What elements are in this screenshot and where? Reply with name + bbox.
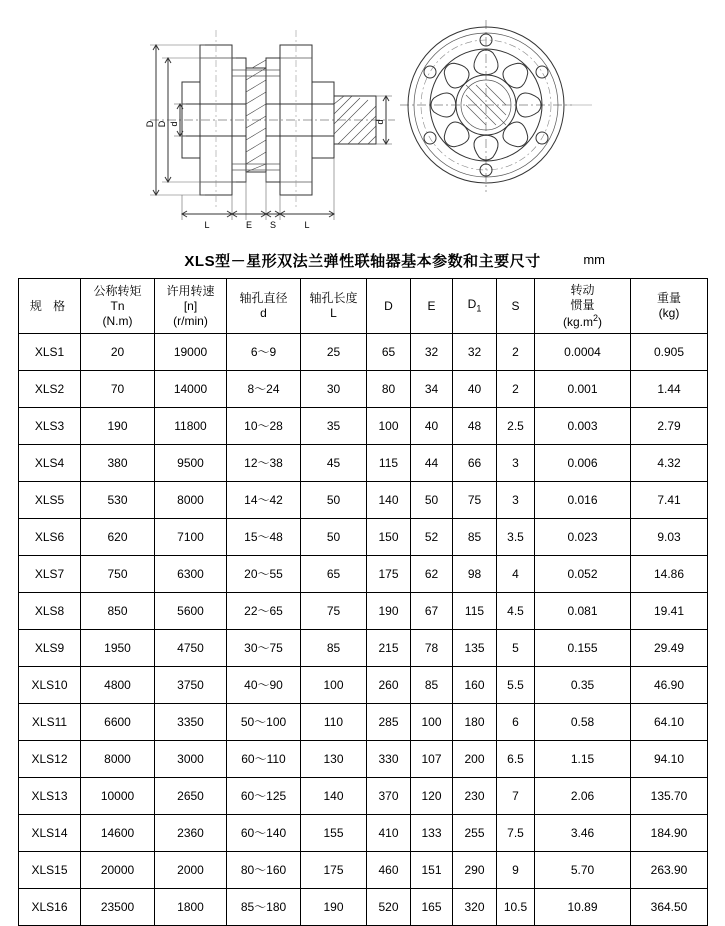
dim-label-D1: D	[157, 120, 167, 128]
cell-bore-d: 20～55	[227, 556, 301, 593]
table-row	[19, 371, 708, 408]
cell-torque: 70	[81, 371, 155, 408]
table-row	[19, 778, 708, 815]
cell-bore-l: 50	[301, 482, 367, 519]
col-header-E: E	[411, 279, 453, 334]
cell-S: 4.5	[497, 593, 535, 630]
col-header-moment-of-inertia: 转动 惯量 $(kg.m^2)$	[535, 279, 631, 334]
cell-bore-d: 40～90	[227, 667, 301, 704]
cell-weight: 135.70	[631, 778, 708, 815]
cell-E: 78	[411, 630, 453, 667]
unit-label: mm	[583, 252, 605, 267]
cell-S: 2.5	[497, 408, 535, 445]
table-row	[19, 741, 708, 778]
cell-S: 6.5	[497, 741, 535, 778]
cell-weight: 184.90	[631, 815, 708, 852]
cell-speed: 3350	[155, 704, 227, 741]
cell-E: 67	[411, 593, 453, 630]
dim-label-d-bore: d	[169, 121, 179, 127]
col-header-allowable-speed: 许用转速 [n] (r/min)	[155, 279, 227, 334]
cell-speed: 5600	[155, 593, 227, 630]
cell-torque: 750	[81, 556, 155, 593]
cell-E: 44	[411, 445, 453, 482]
cell-inertia: 0.052	[535, 556, 631, 593]
cell-bore-d: 12～38	[227, 445, 301, 482]
cell-bore-l: 25	[301, 334, 367, 371]
cell-inertia: 0.016	[535, 482, 631, 519]
cell-S: 6	[497, 704, 535, 741]
coupling-technical-drawing	[0, 0, 725, 238]
cell-D1: 98	[453, 556, 497, 593]
cell-D1: 75	[453, 482, 497, 519]
cell-S: 2	[497, 371, 535, 408]
cell-D1: 200	[453, 741, 497, 778]
cell-D1: 115	[453, 593, 497, 630]
cell-D1: 85	[453, 519, 497, 556]
cell-weight: 2.79	[631, 408, 708, 445]
table-row	[19, 852, 708, 889]
cell-inertia: 2.06	[535, 778, 631, 815]
cell-D1: 160	[453, 667, 497, 704]
cell-S: 9	[497, 852, 535, 889]
table-caption-row	[0, 242, 725, 278]
cell-torque: 190	[81, 408, 155, 445]
cell-weight: 14.86	[631, 556, 708, 593]
col-header-weight: 重量 (kg)	[631, 279, 708, 334]
table-title: XLS型－星形双法兰弹性联轴器基本参数和主要尺寸	[184, 253, 541, 270]
cell-D: 330	[367, 741, 411, 778]
cell-torque: 20	[81, 334, 155, 371]
cell-bore-d: 60～125	[227, 778, 301, 815]
cell-bore-d: 15～48	[227, 519, 301, 556]
cell-bore-d: 8～24	[227, 371, 301, 408]
cell-weight: 4.32	[631, 445, 708, 482]
cell-S: 4	[497, 556, 535, 593]
table-row	[19, 704, 708, 741]
cell-D: 190	[367, 593, 411, 630]
table-row	[19, 519, 708, 556]
cell-inertia: 5.70	[535, 852, 631, 889]
cell-inertia: 0.081	[535, 593, 631, 630]
cell-torque: 23500	[81, 889, 155, 926]
cell-torque: 4800	[81, 667, 155, 704]
cell-inertia: 0.0004	[535, 334, 631, 371]
cell-E: 52	[411, 519, 453, 556]
cell-E: 165	[411, 889, 453, 926]
cell-torque: 530	[81, 482, 155, 519]
cell-weight: 1.44	[631, 371, 708, 408]
cell-S: 7	[497, 778, 535, 815]
cell-S: 10.5	[497, 889, 535, 926]
dim-label-L-right: L	[304, 220, 310, 230]
cell-D: 65	[367, 334, 411, 371]
cell-bore-d: 10～28	[227, 408, 301, 445]
cell-D1: 290	[453, 852, 497, 889]
table-body	[19, 334, 708, 926]
cell-D1: 32	[453, 334, 497, 371]
cell-speed: 4750	[155, 630, 227, 667]
cell-spec: XLS9	[19, 630, 81, 667]
cell-bore-l: 155	[301, 815, 367, 852]
cell-torque: 14600	[81, 815, 155, 852]
col-header-spec: 规 格	[19, 279, 81, 334]
dim-label-S: S	[269, 220, 277, 230]
cell-D1: 230	[453, 778, 497, 815]
cell-spec: XLS6	[19, 519, 81, 556]
cell-bore-l: 65	[301, 556, 367, 593]
cell-bore-l: 175	[301, 852, 367, 889]
cell-speed: 14000	[155, 371, 227, 408]
table-row	[19, 556, 708, 593]
cell-spec: XLS15	[19, 852, 81, 889]
cell-torque: 1950	[81, 630, 155, 667]
cell-inertia: 10.89	[535, 889, 631, 926]
cell-weight: 19.41	[631, 593, 708, 630]
cell-spec: XLS3	[19, 408, 81, 445]
cell-E: 34	[411, 371, 453, 408]
table-header	[19, 279, 708, 334]
cell-spec: XLS14	[19, 815, 81, 852]
cell-D1: 40	[453, 371, 497, 408]
cell-speed: 3000	[155, 741, 227, 778]
cell-spec: XLS16	[19, 889, 81, 926]
col-header-bore-length: 轴孔长度 L	[301, 279, 367, 334]
cell-D: 410	[367, 815, 411, 852]
cell-torque: 10000	[81, 778, 155, 815]
cell-bore-d: 85～180	[227, 889, 301, 926]
cell-spec: XLS5	[19, 482, 81, 519]
cell-S: 3.5	[497, 519, 535, 556]
col-header-D: D	[367, 279, 411, 334]
cell-S: 3	[497, 482, 535, 519]
cell-torque: 850	[81, 593, 155, 630]
cell-D: 520	[367, 889, 411, 926]
cell-D: 80	[367, 371, 411, 408]
cell-spec: XLS4	[19, 445, 81, 482]
cell-S: 5	[497, 630, 535, 667]
cell-D1: 135	[453, 630, 497, 667]
cell-speed: 1800	[155, 889, 227, 926]
cell-weight: 46.90	[631, 667, 708, 704]
cell-inertia: 0.155	[535, 630, 631, 667]
cell-torque: 8000	[81, 741, 155, 778]
cell-bore-l: 140	[301, 778, 367, 815]
spec-table-wrap	[0, 278, 725, 926]
cell-speed: 2360	[155, 815, 227, 852]
cell-bore-l: 110	[301, 704, 367, 741]
cell-speed: 6300	[155, 556, 227, 593]
cell-speed: 2000	[155, 852, 227, 889]
cell-inertia: 0.58	[535, 704, 631, 741]
cell-D1: 180	[453, 704, 497, 741]
cell-E: 133	[411, 815, 453, 852]
cell-D: 215	[367, 630, 411, 667]
cell-bore-d: 60～140	[227, 815, 301, 852]
cell-bore-d: 22～65	[227, 593, 301, 630]
cell-spec: XLS1	[19, 334, 81, 371]
cell-speed: 2650	[155, 778, 227, 815]
cell-speed: 3750	[155, 667, 227, 704]
cell-bore-l: 75	[301, 593, 367, 630]
cell-speed: 8000	[155, 482, 227, 519]
cell-bore-d: 60～110	[227, 741, 301, 778]
cell-inertia: 0.006	[535, 445, 631, 482]
cell-D: 175	[367, 556, 411, 593]
cell-E: 151	[411, 852, 453, 889]
cell-D: 370	[367, 778, 411, 815]
cell-spec: XLS12	[19, 741, 81, 778]
cell-E: 62	[411, 556, 453, 593]
table-row	[19, 889, 708, 926]
cell-S: 2	[497, 334, 535, 371]
cell-weight: 64.10	[631, 704, 708, 741]
cell-E: 85	[411, 667, 453, 704]
cell-bore-l: 100	[301, 667, 367, 704]
cell-inertia: 3.46	[535, 815, 631, 852]
cell-inertia: 1.15	[535, 741, 631, 778]
cell-weight: 263.90	[631, 852, 708, 889]
cell-bore-d: 14～42	[227, 482, 301, 519]
cell-D: 115	[367, 445, 411, 482]
cell-D: 140	[367, 482, 411, 519]
cell-torque: 620	[81, 519, 155, 556]
cell-weight: 9.03	[631, 519, 708, 556]
cell-bore-l: 30	[301, 371, 367, 408]
cell-D1: 255	[453, 815, 497, 852]
table-row	[19, 334, 708, 371]
cell-torque: 380	[81, 445, 155, 482]
table-row	[19, 630, 708, 667]
table-row	[19, 593, 708, 630]
cell-bore-l: 45	[301, 445, 367, 482]
cell-D1: 320	[453, 889, 497, 926]
cell-weight: 0.905	[631, 334, 708, 371]
cell-D: 460	[367, 852, 411, 889]
cell-D1: 66	[453, 445, 497, 482]
cell-weight: 29.49	[631, 630, 708, 667]
cell-speed: 11800	[155, 408, 227, 445]
cell-D: 260	[367, 667, 411, 704]
cell-inertia: 0.023	[535, 519, 631, 556]
cell-spec: XLS11	[19, 704, 81, 741]
dim-label-E: E	[245, 220, 253, 230]
cell-bore-l: 35	[301, 408, 367, 445]
cell-bore-l: 190	[301, 889, 367, 926]
cell-S: 5.5	[497, 667, 535, 704]
cell-bore-d: 30～75	[227, 630, 301, 667]
cell-spec: XLS7	[19, 556, 81, 593]
cell-E: 100	[411, 704, 453, 741]
drawing-svg	[0, 0, 725, 238]
cell-torque: 6600	[81, 704, 155, 741]
table-row	[19, 408, 708, 445]
cell-weight: 364.50	[631, 889, 708, 926]
cell-E: 107	[411, 741, 453, 778]
cell-E: 32	[411, 334, 453, 371]
table-row	[19, 667, 708, 704]
cell-D: 285	[367, 704, 411, 741]
dim-label-D-outer: D	[145, 120, 155, 128]
cell-speed: 7100	[155, 519, 227, 556]
dim-label-L-left: L	[204, 220, 210, 230]
table-row	[19, 815, 708, 852]
cell-S: 7.5	[497, 815, 535, 852]
cell-bore-l: 50	[301, 519, 367, 556]
cell-speed: 9500	[155, 445, 227, 482]
cell-E: 40	[411, 408, 453, 445]
cell-bore-l: 130	[301, 741, 367, 778]
cell-inertia: 0.003	[535, 408, 631, 445]
table-header-row	[19, 279, 708, 334]
cell-bore-d: 6～9	[227, 334, 301, 371]
cell-bore-d: 80～160	[227, 852, 301, 889]
cell-inertia: 0.35	[535, 667, 631, 704]
col-header-nominal-torque: 公称转矩 Tn (N.m)	[81, 279, 155, 334]
cell-weight: 7.41	[631, 482, 708, 519]
cell-bore-d: 50～100	[227, 704, 301, 741]
cell-bore-l: 85	[301, 630, 367, 667]
cell-D: 100	[367, 408, 411, 445]
cell-spec: XLS8	[19, 593, 81, 630]
col-header-S: S	[497, 279, 535, 334]
cell-spec: XLS2	[19, 371, 81, 408]
cell-spec: XLS10	[19, 667, 81, 704]
cell-weight: 94.10	[631, 741, 708, 778]
col-header-D1: $D_1$	[453, 279, 497, 334]
table-row	[19, 482, 708, 519]
specification-table	[18, 278, 708, 926]
table-row	[19, 445, 708, 482]
cell-D1: 48	[453, 408, 497, 445]
cell-S: 3	[497, 445, 535, 482]
cell-spec: XLS13	[19, 778, 81, 815]
col-header-bore-diameter: 轴孔直径 d	[227, 279, 301, 334]
cell-speed: 19000	[155, 334, 227, 371]
cell-E: 50	[411, 482, 453, 519]
cell-E: 120	[411, 778, 453, 815]
cell-inertia: 0.001	[535, 371, 631, 408]
dim-label-d-shaft: d	[375, 119, 385, 125]
cell-torque: 20000	[81, 852, 155, 889]
cell-D: 150	[367, 519, 411, 556]
